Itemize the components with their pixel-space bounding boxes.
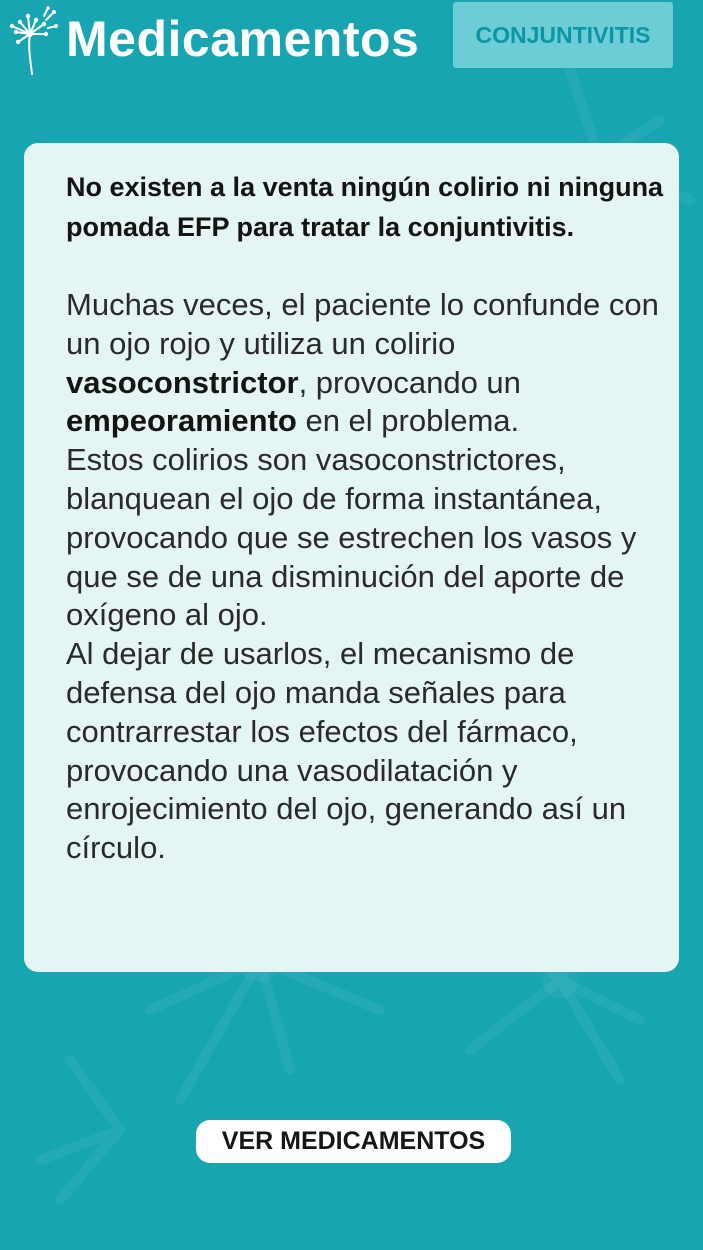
paragraph-1-part-a: Muchas veces, el paciente lo confunde con un ojo rojo y utiliza un colirio xyxy=(66,287,659,361)
paragraph-3: Al dejar de usarlos, el mecanismo de defensa del ojo manda señales para contrarrestar los efectos del fármaco, provocando una vasodilatación y enrojecimiento del ojo, generando así un círculo. xyxy=(66,636,627,866)
bold-term-empeoramiento: empeoramiento xyxy=(66,403,297,439)
info-card xyxy=(24,143,679,972)
dandelion-icon xyxy=(6,6,58,76)
info-card-content xyxy=(66,167,666,868)
page-title: Medicamentos xyxy=(66,11,420,67)
paragraph-1-part-b: , provocando un xyxy=(298,364,521,400)
bold-term-vasoconstrictor: vasoconstrictor xyxy=(66,364,299,400)
conjuntivitis-tab-button[interactable]: CONJUNTIVITIS xyxy=(453,2,673,68)
ver-medicamentos-button[interactable]: VER MEDICAMENTOS xyxy=(196,1120,511,1163)
body-paragraphs xyxy=(66,286,666,868)
lead-statement: No existen a la venta ningún colirio ni ninguna pomada EFP para tratar la conjuntivitis. xyxy=(66,172,664,242)
paragraph-2: Estos colirios son vasoconstrictores, blanquean el ojo de forma instantánea, provocando que se estrechen los vasos y que se de una disminución del aporte de oxígeno al ojo. xyxy=(66,442,637,633)
paragraph-1-part-c: en el problema. xyxy=(296,403,520,439)
app-header xyxy=(0,0,703,80)
